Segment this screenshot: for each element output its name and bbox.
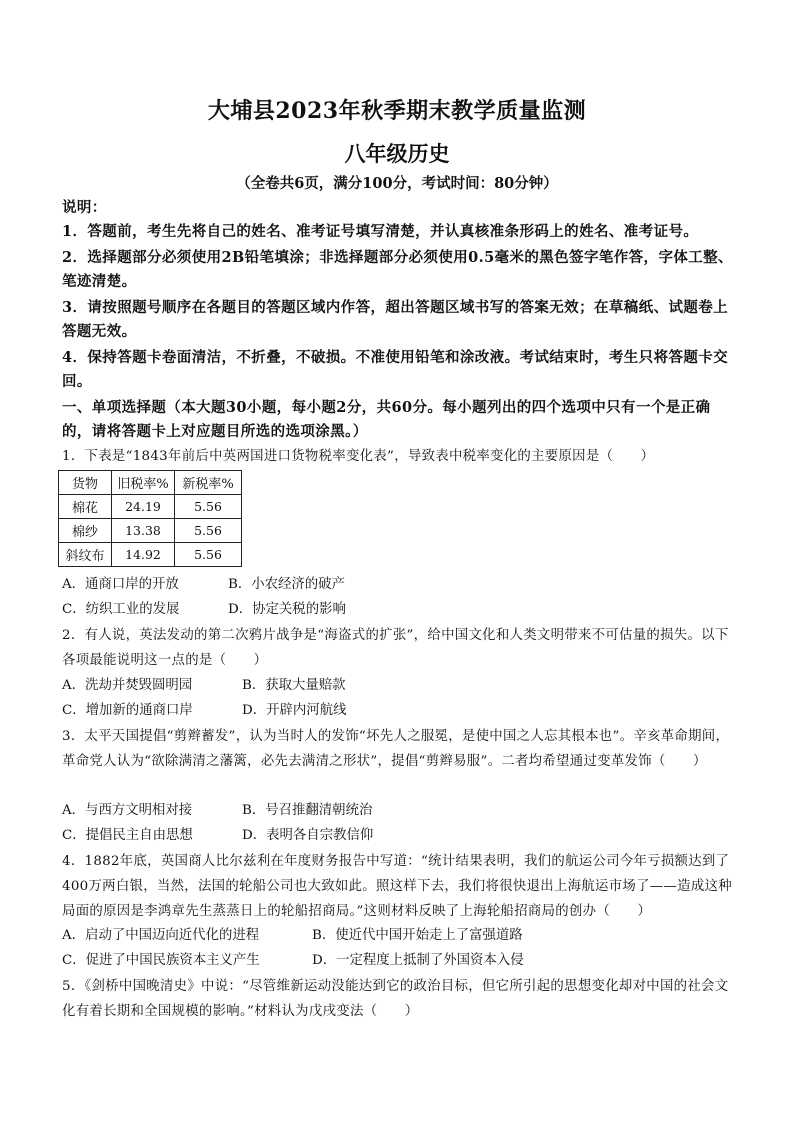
table-header-row [59, 471, 242, 495]
table-cell: 5.56 [175, 495, 242, 519]
table-row [59, 495, 242, 519]
table-cell: 24.19 [112, 495, 175, 519]
table-cell: 13.38 [112, 519, 175, 543]
question-2-option-b: B．获取大量赔款 [242, 678, 346, 693]
exam-info: （全卷共6页，满分100分，考试时间：80分钟） [236, 175, 558, 192]
table-cell: 5.56 [175, 543, 242, 567]
table-header: 旧税率% [112, 471, 175, 495]
table-cell: 5.56 [175, 519, 242, 543]
question-3-option-a: A．与西方文明相对接 [62, 803, 193, 818]
table-cell: 14.92 [112, 543, 175, 567]
instructions-heading: 说明： [62, 199, 107, 216]
question-4-option-c: C．促进了中国民族资本主义产生 [62, 953, 260, 968]
question-1-option-b: B．小农经济的破产 [228, 577, 345, 592]
table-row [59, 519, 242, 543]
question-3-option-b: B．号召推翻清朝统治 [242, 803, 373, 818]
instruction-item: 3．请按照题号顺序在各题目的答题区域内作答，超出答题区域书写的答案无效；在草稿纸、试题卷上答题无效。 [62, 299, 729, 340]
table-cell: 棉花 [59, 495, 112, 519]
table-header: 新税率% [175, 471, 242, 495]
question-4-option-b: B．使近代中国开始走上了富强道路 [312, 928, 523, 943]
section-heading: 一、单项选择题（本大题30小题，每小题2分，共60分。每小题列出的四个选项中只有一个是正确的，请将答题卡上对应题目所选的选项涂黑。） [62, 399, 711, 440]
table-header: 货物 [59, 471, 112, 495]
question-3-stem: 3．太平天国提倡“剪辫蓄发”，认为当时人的发饰“坏先人之服冕，是使中国之人忘其根本也”。辛亥革命期间，革命党人认为“欲除满清之藩篱，必先去满清之形状”，提倡“剪辫易服”。二者均希望通过变革发饰（ ） [62, 729, 730, 769]
table-cell: 棉纱 [59, 519, 112, 543]
subject-title: 八年级历史 [344, 141, 450, 166]
question-1-option-a: A．通商口岸的开放 [62, 577, 179, 592]
question-5-stem: 5．《剑桥中国晚清史》中说：“尽管维新运动没能达到它的政治目标，但它所引起的思想变化却对中国的社会文化有着长期和全国规模的影响。”材料认为戊戌变法（ ） [62, 979, 729, 1019]
question-2-option-a: A．洗劫并焚毁圆明园 [62, 678, 193, 693]
table-cell: 斜纹布 [59, 543, 112, 567]
tariff-table [58, 470, 242, 567]
question-1-option-d: D．协定关税的影响 [228, 602, 346, 617]
question-4-stem: 4．1882年底，英国商人比尔兹利在年度财务报告中写道：“统计结果表明，我们的航运公司今年亏损额达到了400万两白银，当然，法国的轮船公司也大致如此。照这样下去，我们将很快退出上海航运市场了——造成这种局面的原因是李鸿章先生蒸蒸日上的轮船招商局。”这则材料反映了上海轮船招商局的创办（ ） [62, 854, 732, 919]
exam-title: 大埔县2023年秋季期末教学质量监测 [207, 98, 587, 124]
question-3-option-c: C．提倡民主自由思想 [62, 828, 193, 843]
question-4-option-d: D．一定程度上抵制了外国资本入侵 [312, 953, 524, 968]
table-row [59, 543, 242, 567]
question-4-option-a: A．启动了中国迈向近代化的进程 [62, 928, 260, 943]
question-2-option-c: C．增加新的通商口岸 [62, 703, 193, 718]
instruction-item: 4．保持答题卡卷面清洁，不折叠，不破损。不准使用铅笔和涂改液。考试结束时，考生只将答题卡交回。 [62, 349, 729, 390]
instruction-item: 1．答题前，考生先将自己的姓名、准考证号填写清楚，并认真核准条形码上的姓名、准考证号。 [62, 223, 699, 240]
instruction-item: 2．选择题部分必须使用2B铅笔填涂；非选择题部分必须使用0.5毫米的黑色签字笔作答，字体工整、笔迹清楚。 [62, 249, 733, 290]
question-3-option-d: D．表明各自宗教信仰 [242, 828, 374, 843]
question-2-stem: 2．有人说，英法发动的第二次鸦片战争是“海盗式的扩张”，给中国文化和人类文明带来不可估量的损失。以下各项最能说明这一点的是（ ） [62, 628, 729, 668]
question-1-option-c: C．纺织工业的发展 [62, 602, 180, 617]
question-1-stem: 1．下表是“1843年前后中英两国进口货物税率变化表”，导致表中税率变化的主要原因是（ ） [62, 449, 655, 464]
question-2-option-d: D．开辟内河航线 [242, 703, 347, 718]
